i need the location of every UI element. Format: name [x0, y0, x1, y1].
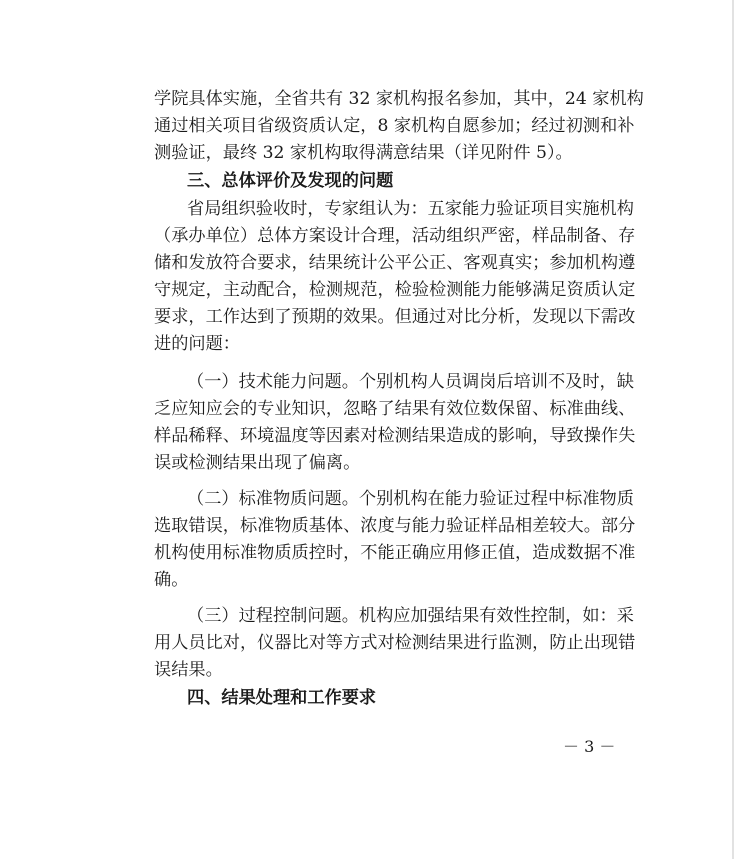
section-heading-4: 四、结果处理和工作要求	[187, 688, 377, 708]
item-3-line: （三）过程控制问题。机构应加强结果有效性控制，如：采	[187, 606, 634, 626]
item-1-line: （一）技术能力问题。个别机构人员调岗后培训不及时，缺	[187, 372, 634, 392]
item-1-line: 误或检测结果出现了偏离。	[154, 453, 361, 473]
paragraph-line: 要求，工作达到了预期的效果。但通过对比分析，发现以下需改	[154, 307, 636, 327]
item-1-line: 乏应知应会的专业知识，忽略了结果有效位数保留、标准曲线、	[154, 399, 636, 419]
item-2-line: （二）标准物质问题。个别机构在能力验证过程中标准物质	[187, 489, 634, 509]
paragraph-line: 进的问题：	[154, 334, 240, 354]
paragraph-line: 守规定，主动配合，检测规范，检验检测能力能够满足资质认定	[154, 280, 636, 300]
paragraph-line: 省局组织验收时，专家组认为：五家能力验证项目实施机构	[187, 199, 634, 219]
item-3-line: 误结果。	[154, 660, 223, 680]
text-line: 学院具体实施，全省共有 32 家机构报名参加，其中，24 家机构	[154, 89, 644, 109]
item-2-line: 机构使用标准物质质控时，不能正确应用修正值，造成数据不准	[154, 543, 636, 563]
page-number: － 3 －	[563, 737, 616, 756]
item-2-line: 选取错误，标准物质基体、浓度与能力验证样品相差较大。部分	[154, 516, 636, 536]
text-line: 测验证，最终 32 家机构取得满意结果（详见附件 5）。	[154, 143, 573, 163]
item-2-line: 确。	[154, 570, 189, 590]
text-line: 通过相关项目省级资质认定，8 家机构自愿参加；经过初测和补	[154, 116, 635, 136]
paragraph-line: 储和发放符合要求，结果统计公平公正、客观真实；参加机构遵	[154, 253, 636, 273]
item-3-line: 用人员比对，仪器比对等方式对检测结果进行监测，防止出现错	[154, 633, 636, 653]
item-1-line: 样品稀释、环境温度等因素对检测结果造成的影响，导致操作失	[154, 426, 636, 446]
section-heading-3: 三、总体评价及发现的问题	[187, 171, 394, 191]
paragraph-line: （承办单位）总体方案设计合理，活动组织严密，样品制备、存	[154, 226, 636, 246]
